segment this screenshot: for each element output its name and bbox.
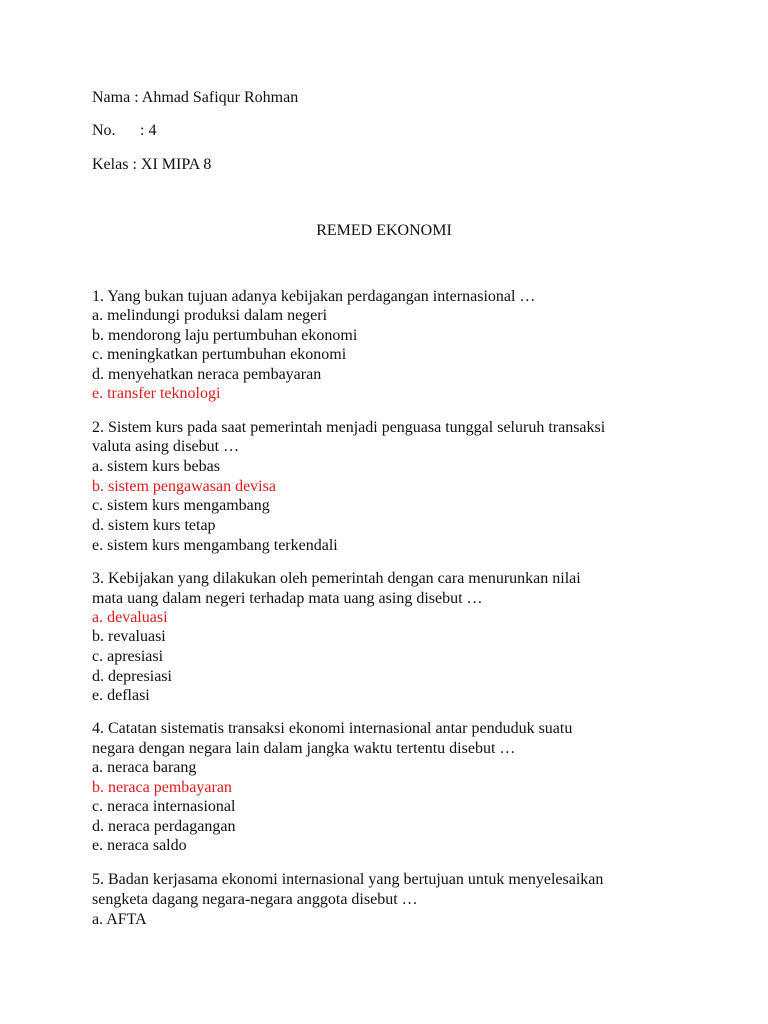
no-value: 4 [148,122,157,139]
option-2d: d. sistem kurs tetap [92,517,216,534]
question-3 [92,569,581,589]
option-4a: a. neraca barang [92,759,197,776]
option-2e: e. sistem kurs mengambang terkendali [92,537,338,554]
kelas-value: XI MIPA 8 [140,156,212,173]
question-text: Kebijakan yang dilakukan oleh pemerintah dengan cara menurunkan nilai [108,570,581,587]
question-2-continued: valuta asing disebut … [92,438,240,455]
option-4c: c. neraca internasional [92,798,236,815]
option-4d: d. neraca perdagangan [92,818,236,835]
nama-value: Ahmad Safiqur Rohman [141,89,299,106]
option-2a: a. sistem kurs bebas [92,458,220,475]
question-text: Catatan sistematis transaksi ekonomi internasional antar penduduk suatu [108,720,573,737]
question-number: 1. [92,288,104,305]
question-text: Yang bukan tujuan adanya kebijakan perdagangan internasional … [107,288,536,305]
option-1e-correct: e. transfer teknologi [92,385,221,402]
question-5 [92,870,603,890]
option-1c: c. meningkatkan pertumbuhan ekonomi [92,346,347,363]
question-number: 5. [92,871,104,888]
option-4b-correct: b. neraca pembayaran [92,779,232,796]
option-2c: c. sistem kurs mengambang [92,497,270,514]
kelas-line: Kelas : XI MIPA 8 [92,156,212,173]
option-3b: b. revaluasi [92,628,166,645]
option-2b-correct: b. sistem pengawasan devisa [92,478,276,495]
document-title: REMED EKONOMI [316,222,452,239]
question-number: 4. [92,720,104,737]
question-5-continued: sengketa dagang negara-negara anggota disebut … [92,891,418,908]
no-label: No. [92,122,116,139]
question-text: Sistem kurs pada saat pemerintah menjadi penguasa tunggal seluruh transaksi [108,419,606,436]
option-1d: d. menyehatkan neraca pembayaran [92,366,322,383]
question-number: 2. [92,419,104,436]
question-3-continued: mata uang dalam negeri terhadap mata uang asing disebut … [92,590,483,607]
question-text: Badan kerjasama ekonomi internasional yang bertujuan untuk menyelesaikan [108,871,604,888]
option-3e: e. deflasi [92,687,150,704]
question-4 [92,719,572,739]
option-3a-correct: a. devaluasi [92,609,168,626]
question-4-continued: negara dengan negara lain dalam jangka waktu tertentu disebut … [92,740,516,757]
question-number: 3. [92,570,104,587]
option-3d: d. depresiasi [92,668,172,685]
kelas-label: Kelas [92,156,129,173]
no-line: No. : 4 [92,122,157,139]
option-5a: a. AFTA [92,911,147,928]
nama-label: Nama [92,89,131,106]
question-1 [92,287,535,307]
option-1b: b. mendorong laju pertumbuhan ekonomi [92,327,358,344]
option-4e: e. neraca saldo [92,837,187,854]
question-2 [92,418,605,438]
nama-line: Nama : Ahmad Safiqur Rohman [92,89,299,106]
option-3c: c. apresiasi [92,648,164,665]
option-1a: a. melindungi produksi dalam negeri [92,307,328,324]
